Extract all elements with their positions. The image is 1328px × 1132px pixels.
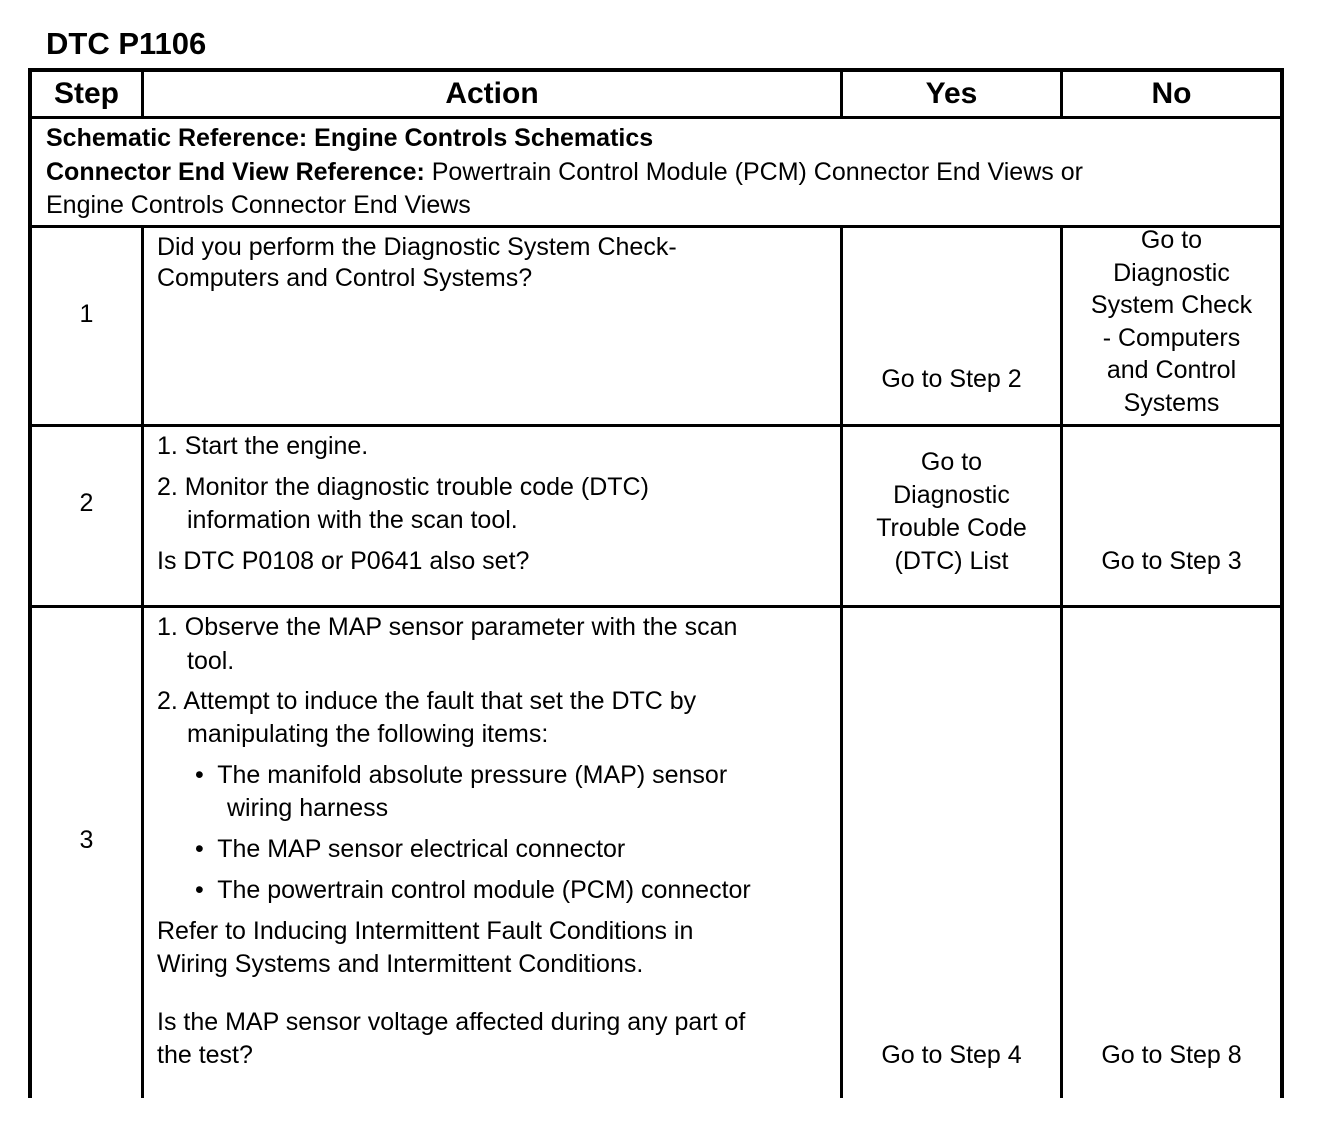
connector-reference	[46, 156, 1083, 189]
action-item: 2. Monitor the diagnostic trouble code (DTC)	[157, 473, 649, 501]
connector-reference-label: Connector End View Reference:	[46, 158, 425, 186]
action-question: Is the MAP sensor voltage affected during any part of	[157, 1008, 746, 1036]
no-result-line: - Computers	[1102, 323, 1241, 352]
action-bullet: • The powertrain control module (PCM) connector	[195, 876, 751, 904]
header-step: Step	[53, 77, 119, 110]
header-yes: Yes	[925, 77, 978, 110]
table-left-border	[28, 68, 32, 1098]
action-item: 2. Attempt to induce the fault that set the DTC by	[157, 687, 697, 715]
document-title: DTC P1106	[46, 26, 207, 61]
header-action: Action	[445, 77, 539, 110]
action-item-continuation: information with the scan tool.	[187, 506, 518, 534]
action-item-continuation: manipulating the following items:	[187, 720, 549, 748]
connector-reference-text-1: Powertrain Control Module (PCM) Connector End Views or	[424, 158, 1083, 186]
action-text: Computers and Control Systems?	[157, 264, 533, 292]
action-bullet: • The manifold absolute pressure (MAP) sensor	[195, 761, 728, 789]
action-reference: Refer to Inducing Intermittent Fault Conditions in	[157, 917, 694, 945]
yes-result-line: Trouble Code	[876, 514, 1027, 542]
no-result-line: Diagnostic	[1113, 258, 1230, 287]
divider-action-yes	[840, 226, 843, 1098]
action-text: Did you perform the Diagnostic System Check-	[157, 233, 677, 261]
table-right-border	[1280, 68, 1284, 1098]
no-result-line: System Check	[1090, 291, 1253, 320]
action-question: the test?	[157, 1041, 253, 1069]
action-bullet: • The MAP sensor electrical connector	[195, 835, 626, 863]
no-result-line: Systems	[1123, 388, 1220, 417]
divider-step-action	[141, 226, 144, 1098]
action-reference: Wiring Systems and Intermittent Conditions.	[157, 950, 644, 978]
yes-result-line: Go to	[920, 448, 983, 476]
action-question: Is DTC P0108 or P0641 also set?	[157, 547, 530, 575]
yes-result	[843, 446, 1060, 578]
connector-reference-text-2: Engine Controls Connector End Views	[46, 191, 471, 219]
step-number: 3	[79, 826, 94, 854]
yes-result-line: (DTC) List	[894, 547, 1009, 575]
row2-bottom-border	[28, 605, 1284, 608]
no-result-line: and Control	[1106, 356, 1237, 385]
no-result	[1063, 224, 1280, 420]
yes-result-line: Diagnostic	[893, 481, 1010, 509]
yes-result: Go to Step 4	[881, 1041, 1022, 1069]
no-result-line: Go to	[1140, 226, 1203, 254]
diagnostic-table	[28, 68, 1284, 1132]
row1-bottom-border	[28, 424, 1284, 427]
no-result: Go to Step 8	[1101, 1041, 1242, 1069]
yes-result: Go to Step 2	[881, 365, 1022, 393]
step-number: 2	[79, 489, 94, 517]
no-result: Go to Step 3	[1101, 547, 1242, 575]
action-item-continuation: tool.	[187, 647, 235, 675]
step-number: 1	[79, 300, 94, 328]
action-item: 1. Start the engine.	[157, 432, 369, 460]
action-item: 1. Observe the MAP sensor parameter with the scan	[157, 613, 738, 641]
header-no: No	[1151, 77, 1192, 110]
schematic-reference: Schematic Reference: Engine Controls Schematics	[46, 124, 654, 152]
action-bullet-continuation: wiring harness	[227, 794, 389, 822]
